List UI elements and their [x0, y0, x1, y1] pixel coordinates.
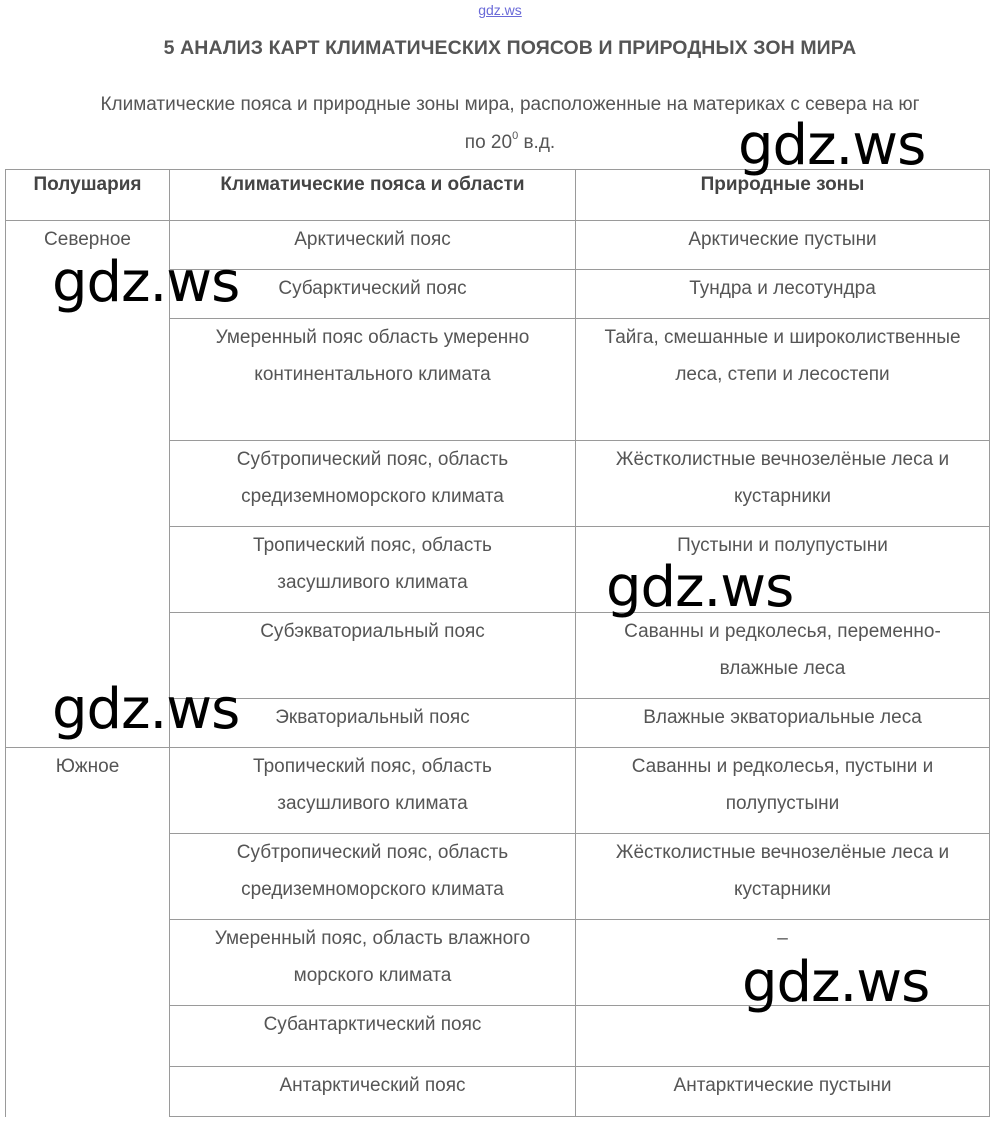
zone-cell: Саванны и редколесья, переменно-влажные леса: [576, 613, 990, 699]
zone-cell: Тайга, смешанные и широколиственные леса, степи и лесостепи: [576, 319, 990, 441]
hemisphere-north: Северное: [6, 221, 170, 748]
belt-cell: Субтропический пояс, область средиземноморского климата: [170, 834, 576, 920]
header-belts: Климатические пояса и области: [170, 170, 576, 221]
header-zones: Природные зоны: [576, 170, 990, 221]
header-hemisphere: Полушария: [6, 170, 170, 221]
belt-cell: Умеренный пояс область умеренно континентального климата: [170, 319, 576, 441]
watermark: gdz.ws: [742, 950, 930, 1015]
belt-cell: Тропический пояс, область засушливого климата: [170, 527, 576, 613]
zone-cell: Пустыни и полупустыни: [576, 527, 990, 613]
belt-cell: Умеренный пояс, область влажного морского климата: [170, 920, 576, 1006]
degree-superscript: 0: [512, 130, 519, 142]
hemisphere-south: Южное: [6, 748, 170, 1117]
zone-cell: Тундра и лесотундра: [576, 270, 990, 319]
belt-cell: Антарктический пояс: [170, 1067, 576, 1117]
caption-prefix: по 20: [464, 132, 513, 153]
zone-cell: Жёстколистные вечнозелёные леса и кустарники: [576, 441, 990, 527]
zone-cell: Саванны и редколесья, пустыни и полупустыни: [576, 748, 990, 834]
zone-cell: Арктические пустыни: [576, 221, 990, 270]
caption-suffix: в.д.: [518, 132, 556, 153]
caption-line-1: Климатические пояса и природные зоны мира, расположенные на материках с севера на юг: [100, 94, 920, 115]
zone-cell: –: [576, 920, 990, 1006]
watermark: gdz.ws: [738, 113, 926, 178]
zone-cell: Антарктические пустыни: [576, 1067, 990, 1117]
site-link[interactable]: gdz.ws: [478, 2, 522, 18]
page-title: 5 АНАЛИЗ КАРТ КЛИМАТИЧЕСКИХ ПОЯСОВ И ПРИРОДНЫХ ЗОН МИРА: [163, 37, 857, 59]
belt-cell: Субарктический пояс: [170, 270, 576, 319]
zone-cell: Влажные экваториальные леса: [576, 699, 990, 748]
belt-cell: Субтропический пояс, область средиземноморского климата: [170, 441, 576, 527]
watermark: gdz.ws: [52, 677, 240, 742]
watermark: gdz.ws: [52, 250, 240, 315]
belt-cell: Тропический пояс, область засушливого климата: [170, 748, 576, 834]
zone-cell: Жёстколистные вечнозелёные леса и кустарники: [576, 834, 990, 920]
belt-cell: Субэкваториальный пояс: [170, 613, 576, 699]
watermark: gdz.ws: [606, 555, 794, 620]
belt-cell: Арктический пояс: [170, 221, 576, 270]
belt-cell: Экваториальный пояс: [170, 699, 576, 748]
table-row: [6, 748, 990, 834]
belt-cell: Субантарктический пояс: [170, 1006, 576, 1067]
